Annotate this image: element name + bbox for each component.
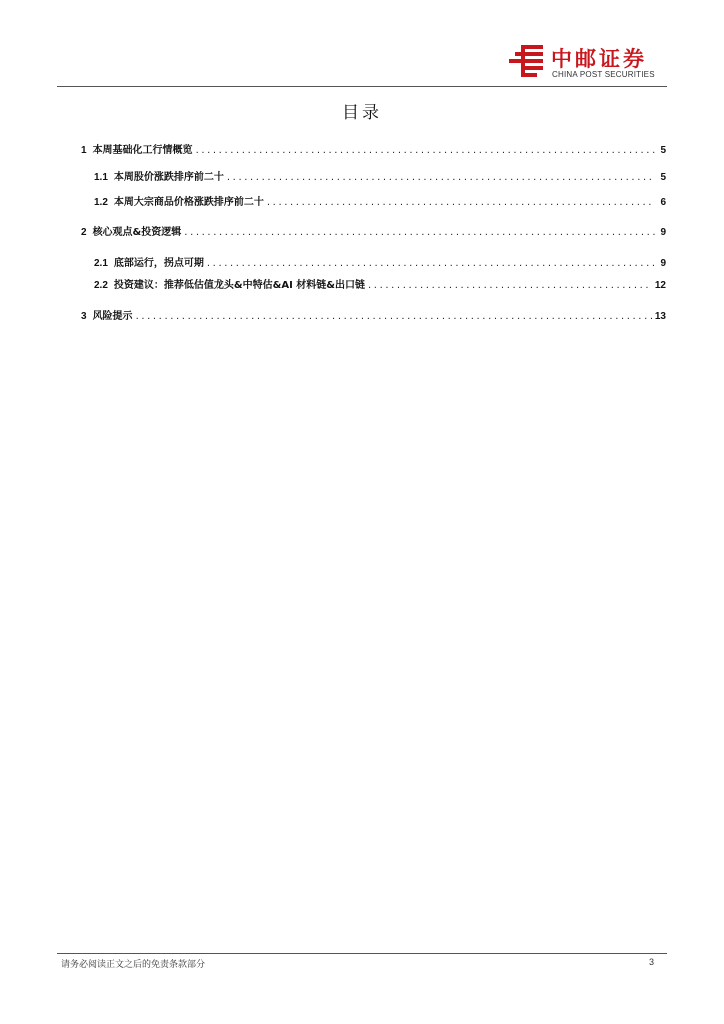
toc-entry-number: 3 [81,311,87,322]
toc-entry[interactable] [94,253,666,269]
toc-entry-page: 6 [660,197,666,208]
toc-entry-number: 2 [81,227,87,238]
toc-entry-page: 9 [660,227,666,238]
company-logo [507,42,667,82]
toc-entry[interactable] [94,167,666,183]
toc-entry-page: 12 [654,280,666,291]
toc-entry[interactable] [94,192,666,208]
toc-entry-title: 底部运行，拐点可期 [113,258,204,269]
toc-entry-title: 风险提示 [92,311,133,322]
toc-entry[interactable] [81,140,666,156]
toc-entry-title: 投资建议：推荐低估值龙头&中特估&AI 材料链&出口链 [113,280,366,291]
toc-entry-title: 本周基础化工行情概览 [92,145,193,156]
page-number: 3 [648,957,654,967]
toc-entry-number: 2.2 [94,280,108,291]
toc-leader-dots [136,311,652,322]
toc-leader-dots [196,145,655,156]
toc-entry[interactable] [81,306,666,322]
china-post-logo-icon [507,42,547,82]
footer-divider [57,953,667,954]
toc-leader-dots [368,280,652,291]
toc-entry-title: 本周大宗商品价格涨跌排序前二十 [113,197,264,208]
header-divider [57,86,667,87]
toc-entry-number: 2.1 [94,258,108,269]
toc-entry-number: 1 [81,145,87,156]
toc-entry-number: 1.2 [94,197,108,208]
toc-entry-page: 13 [654,311,666,322]
toc-entry-page: 5 [660,172,666,183]
toc-entry-page: 5 [660,145,666,156]
toc-entry[interactable] [94,275,666,291]
toc-leader-dots [227,172,655,183]
brand-name-cn: 中邮证券 [551,47,647,71]
toc-entry-page: 9 [660,258,666,269]
toc-entry-number: 1.1 [94,172,108,183]
toc-entry-title: 本周股价涨跌排序前二十 [113,172,224,183]
toc-leader-dots [207,258,655,269]
brand-name-en: CHINA POST SECURITIES [552,70,655,79]
toc-title: 目录 [342,103,382,123]
footer-disclaimer: 请务必阅读正文之后的免责条款部分 [61,960,206,970]
toc-entry[interactable] [81,222,666,238]
toc-leader-dots [184,227,655,238]
page-header [57,38,667,86]
toc-entry-title: 核心观点&投资逻辑 [92,227,182,238]
toc-leader-dots [267,197,655,208]
